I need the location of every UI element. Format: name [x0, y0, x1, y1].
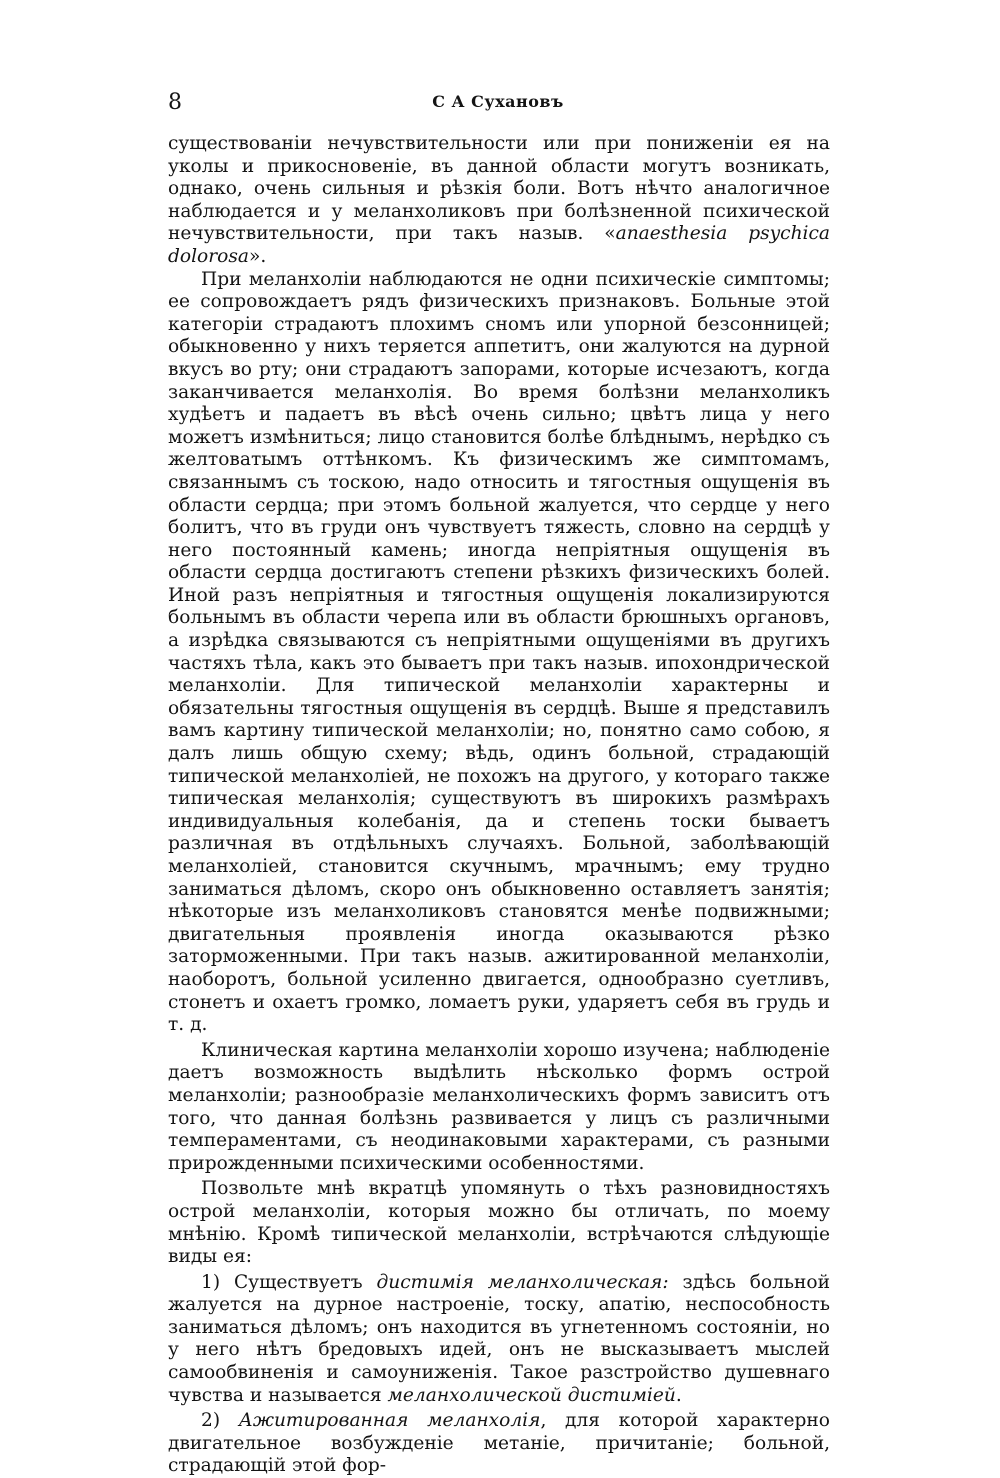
- italic-term: дистимія меланхолическая:: [376, 1271, 669, 1293]
- italic-term: Ажитированная меланхолія: [238, 1410, 541, 1432]
- paragraph-6: 2) Ажитированная меланхолія, для которой характерно двигательное возбужденіе метаніе, причитаніе; больной, страдающій этой фор-: [168, 1410, 830, 1477]
- paragraph-5: 1) Существуетъ дистимія меланхолическая: здѣсь больной жалуется на дурное настроеніе, тоску, апатію, неспособность заниматься дѣломъ; онъ находится въ угнетенномъ состояніи, но у него нѣтъ бредовыхъ идей, онъ не высказываетъ мыслей самообвиненія и самоуниженія. Такое разстройство душевнаго чувства и называется меланхолической дистиміей.: [168, 1271, 830, 1406]
- page-header: [168, 90, 828, 116]
- running-head: С А Сухановъ: [432, 92, 564, 111]
- body-text: [168, 133, 830, 1478]
- page-number: 8: [168, 90, 182, 115]
- latin-term: anaesthesia psychica dolorosa: [168, 223, 830, 267]
- paragraph-3: Клиническая картина меланхоліи хорошо изучена; наблюденіе даетъ возможность выдѣлить нѣсколько формъ острой меланхоліи; разнообразіе меланхолическихъ формъ зависитъ отъ того, что данная болѣзнь развивается у лицъ съ различными темпераментами, съ неодинаковыми характерами, съ разными прирожденными психическими особенностями.: [168, 1039, 830, 1174]
- paragraph-1: существованіи нечувствительности или при пониженіи ея на уколы и прикосновеніе, въ данной области могутъ возникать, однако, очень сильныя и рѣзкія боли. Вотъ нѣчто аналогичное наблюдается и у меланхоликовъ при болѣзненной психической нечувствительности, при такъ назыв. «anaesthesia psychica dolorosa».: [168, 133, 830, 267]
- italic-term: меланхолической дистиміей: [387, 1384, 676, 1406]
- paragraph-4: Позвольте мнѣ вкратцѣ упомянуть о тѣхъ разновидностяхъ острой меланхоліи, которыя можно бы отличать, по моему мнѣнію. Кромѣ типической меланхоліи, встрѣчаются слѣдующіе виды ея:: [168, 1178, 830, 1268]
- paragraph-2: При меланхоліи наблюдаются не одни психическіе симптомы; ее сопровождаетъ рядъ физическихъ признаковъ. Больные этой категоріи страдаютъ плохимъ сномъ или упорной безсонницей; обыкновенно у нихъ теряется аппетитъ, они жалуются на дурной вкусъ во рту; они страдаютъ запорами, которые исчезаютъ, когда заканчивается меланхолія. Во время болѣзни меланхоликъ худѣетъ и падаетъ въ вѣсѣ очень сильно; цвѣтъ лица у него можетъ измѣниться; лицо становится болѣе блѣднымъ, нерѣдко съ желтоватымъ оттѣнкомъ. Къ физическимъ же симптомамъ, связаннымъ съ тоскою, надо относить и тягостныя ощущенія въ области сердца; при этомъ больной жалуется, что сердце у него болитъ, что въ груди онъ чувствуетъ тяжесть, словно на сердцѣ у него постоянный камень; иногда непріятныя ощущенія въ области сердца достигаютъ степени рѣзкихъ физическихъ болей. Иной разъ непріятныя и тягостныя ощущенія локализируются больнымъ въ области черепа или въ области брюшныхъ органовъ, а изрѣдка связываются съ непріятными ощущеніями въ другихъ частяхъ тѣла, какъ это бываетъ при такъ назыв. ипохондрической меланхоліи. Для типической меланхоліи характерны и обязательны тягостныя ощущенія въ сердцѣ. Выше я представилъ вамъ картину типической меланхоліи; но, понятно само собою, я далъ лишь общую схему; вѣдь, одинъ больной, страдающій типической меланхоліей, не похожъ на другого, у котораго также типическая меланхолія; существуютъ въ широкихъ размѣрахъ индивидуальныя колебанія, да и степень тоски бываетъ различная въ отдѣльныхъ случаяхъ. Больной, заболѣвающій меланхоліей, становится скучнымъ, мрачнымъ; ему трудно заниматься дѣломъ, скоро онъ обыкновенно оставляетъ занятія; нѣкоторые изъ меланхоликовъ становятся менѣе подвижными; двигательныя проявленія иногда оказываются рѣзко заторможенными. При такъ назыв. ажитированной меланхоліи, наоборотъ, больной усиленно двигается, однообразно суетливъ, стонетъ и охаетъ громко, ломаетъ руки, ударяетъ себя въ грудь и т. д.: [168, 268, 830, 1036]
